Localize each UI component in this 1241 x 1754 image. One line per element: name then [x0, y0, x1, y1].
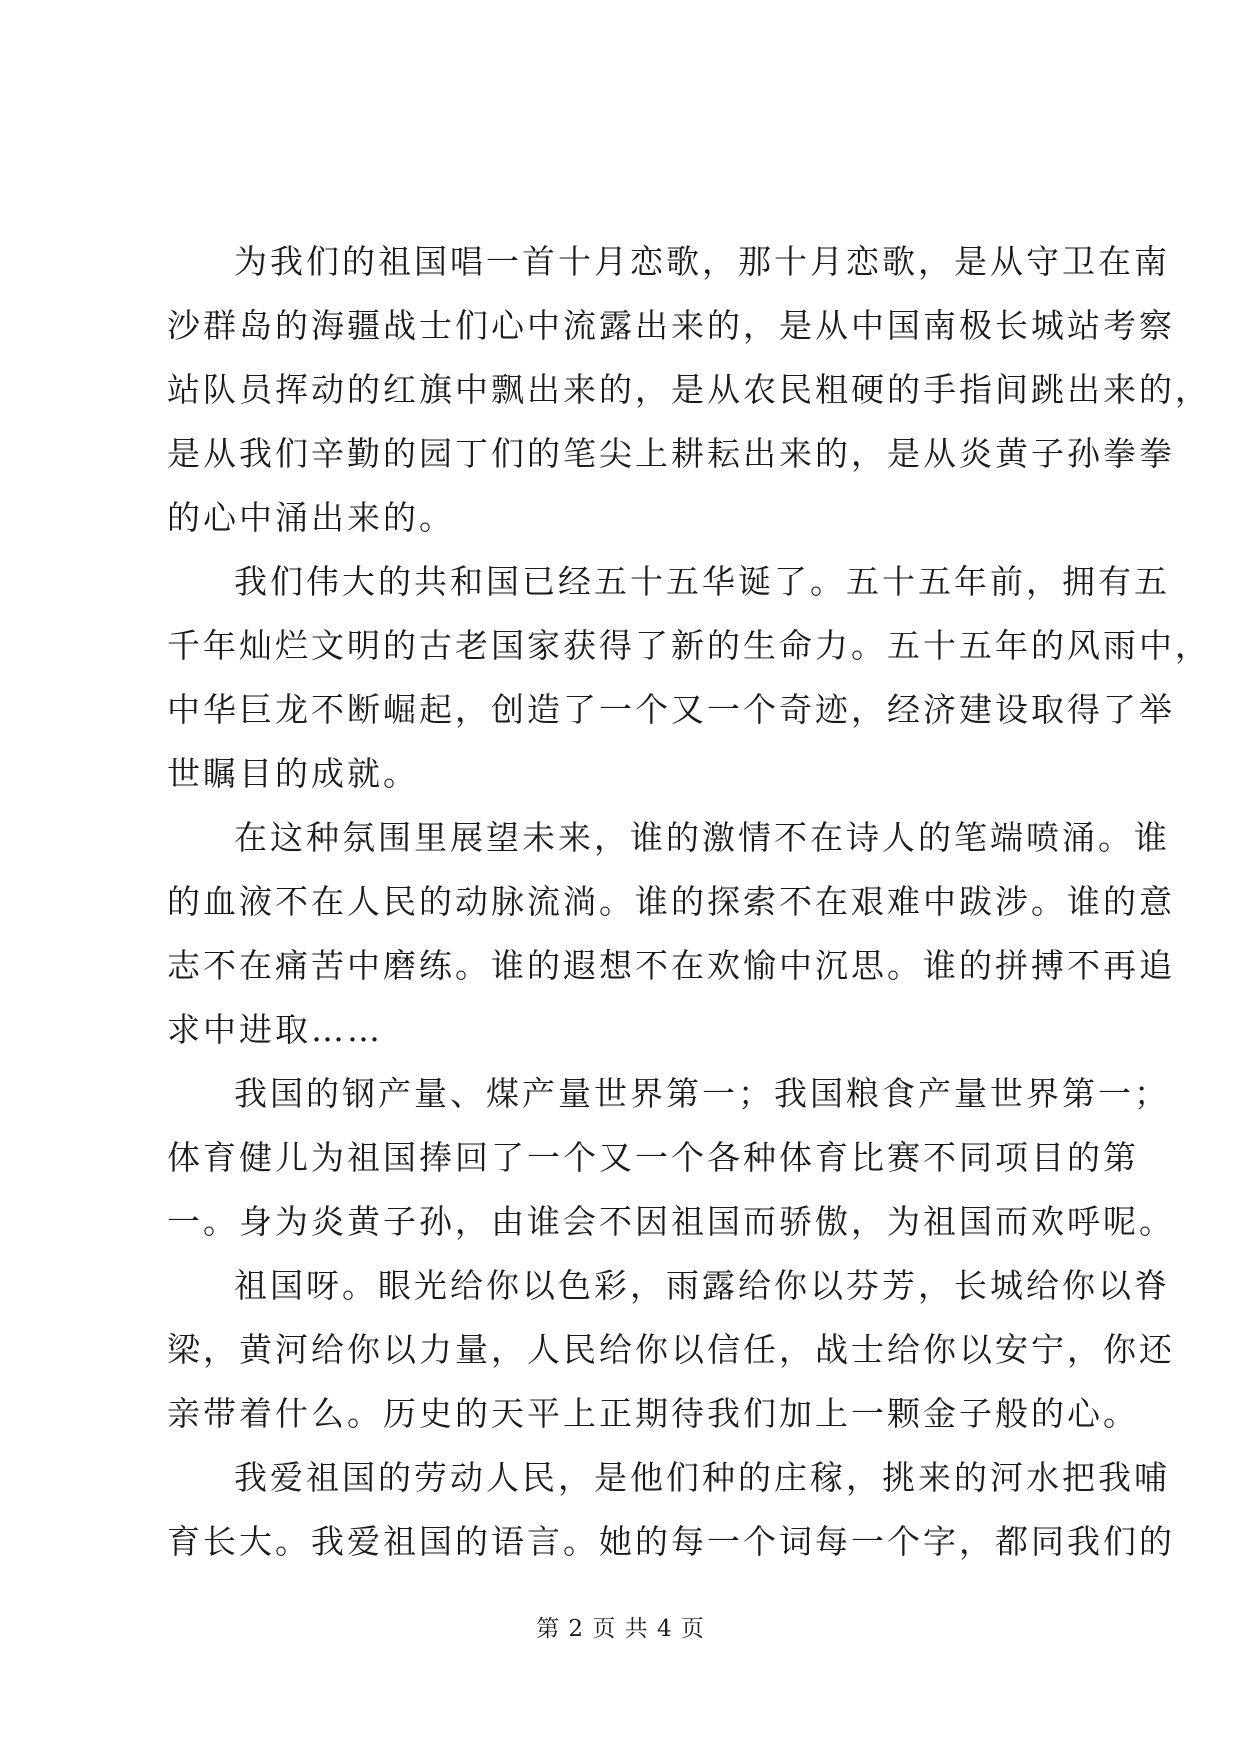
paragraph-4: [167, 1062, 1175, 1254]
paragraph-1: [167, 230, 1211, 550]
text-line: 站队员挥动的红旗中飘出来的，是从农民粗硬的手指间跳出来的，: [167, 370, 1211, 409]
text-line: 为我们的祖国唱一首十月恋歌，那十月恋歌，是从守卫在南: [234, 242, 1170, 281]
text-line: 在这种氛围里展望未来，谁的激情不在诗人的笔端喷涌。谁: [234, 818, 1170, 857]
text-line: 的血液不在人民的动脉流淌。谁的探索不在艰难中跋涉。谁的意: [167, 882, 1175, 921]
text-line: 我爱祖国的劳动人民，是他们种的庄稼，挑来的河水把我哺: [234, 1458, 1170, 1497]
text-line: 亲带着什么。历史的天平上正期待我们加上一颗金子般的心。: [167, 1394, 1139, 1433]
text-line: 梁，黄河给你以力量，人民给你以信任，战士给你以安宁，你还: [167, 1330, 1175, 1369]
paragraph-5: [167, 1254, 1175, 1446]
paragraph-3: [167, 806, 1175, 1062]
page-number-footer: 第 2 页 共 4 页: [536, 1616, 705, 1642]
document-body: [167, 230, 1211, 1574]
text-line: 千年灿烂文明的古老国家获得了新的生命力。五十五年的风雨中，: [167, 626, 1211, 665]
text-line: 是从我们辛勤的园丁们的笔尖上耕耘出来的，是从炎黄子孙拳拳: [167, 434, 1175, 473]
text-line: 体育健儿为祖国捧回了一个又一个各种体育比赛不同项目的第: [167, 1138, 1139, 1177]
paragraph-2: [167, 550, 1211, 806]
text-line: 祖国呀。眼光给你以色彩，雨露给你以芬芳，长城给你以脊: [234, 1266, 1170, 1305]
text-line: 世瞩目的成就。: [167, 754, 419, 793]
text-line: 我们伟大的共和国已经五十五华诞了。五十五年前，拥有五: [234, 562, 1170, 601]
text-line: 沙群岛的海疆战士们心中流露出来的，是从中国南极长城站考察: [167, 306, 1175, 345]
text-line: 育长大。我爱祖国的语言。她的每一个词每一个字，都同我们的: [167, 1522, 1175, 1561]
text-line: 求中进取……: [167, 1010, 383, 1049]
text-line: 志不在痛苦中磨练。谁的遐想不在欢愉中沉思。谁的拼搏不再追: [167, 946, 1175, 985]
text-line: 我国的钢产量、煤产量世界第一；我国粮食产量世界第一；: [234, 1074, 1170, 1113]
text-line: 一。身为炎黄子孙，由谁会不因祖国而骄傲，为祖国而欢呼呢。: [167, 1202, 1175, 1241]
text-line: 的心中涌出来的。: [167, 498, 455, 537]
text-line: 中华巨龙不断崛起，创造了一个又一个奇迹，经济建设取得了举: [167, 690, 1175, 729]
paragraph-6: [167, 1446, 1175, 1574]
